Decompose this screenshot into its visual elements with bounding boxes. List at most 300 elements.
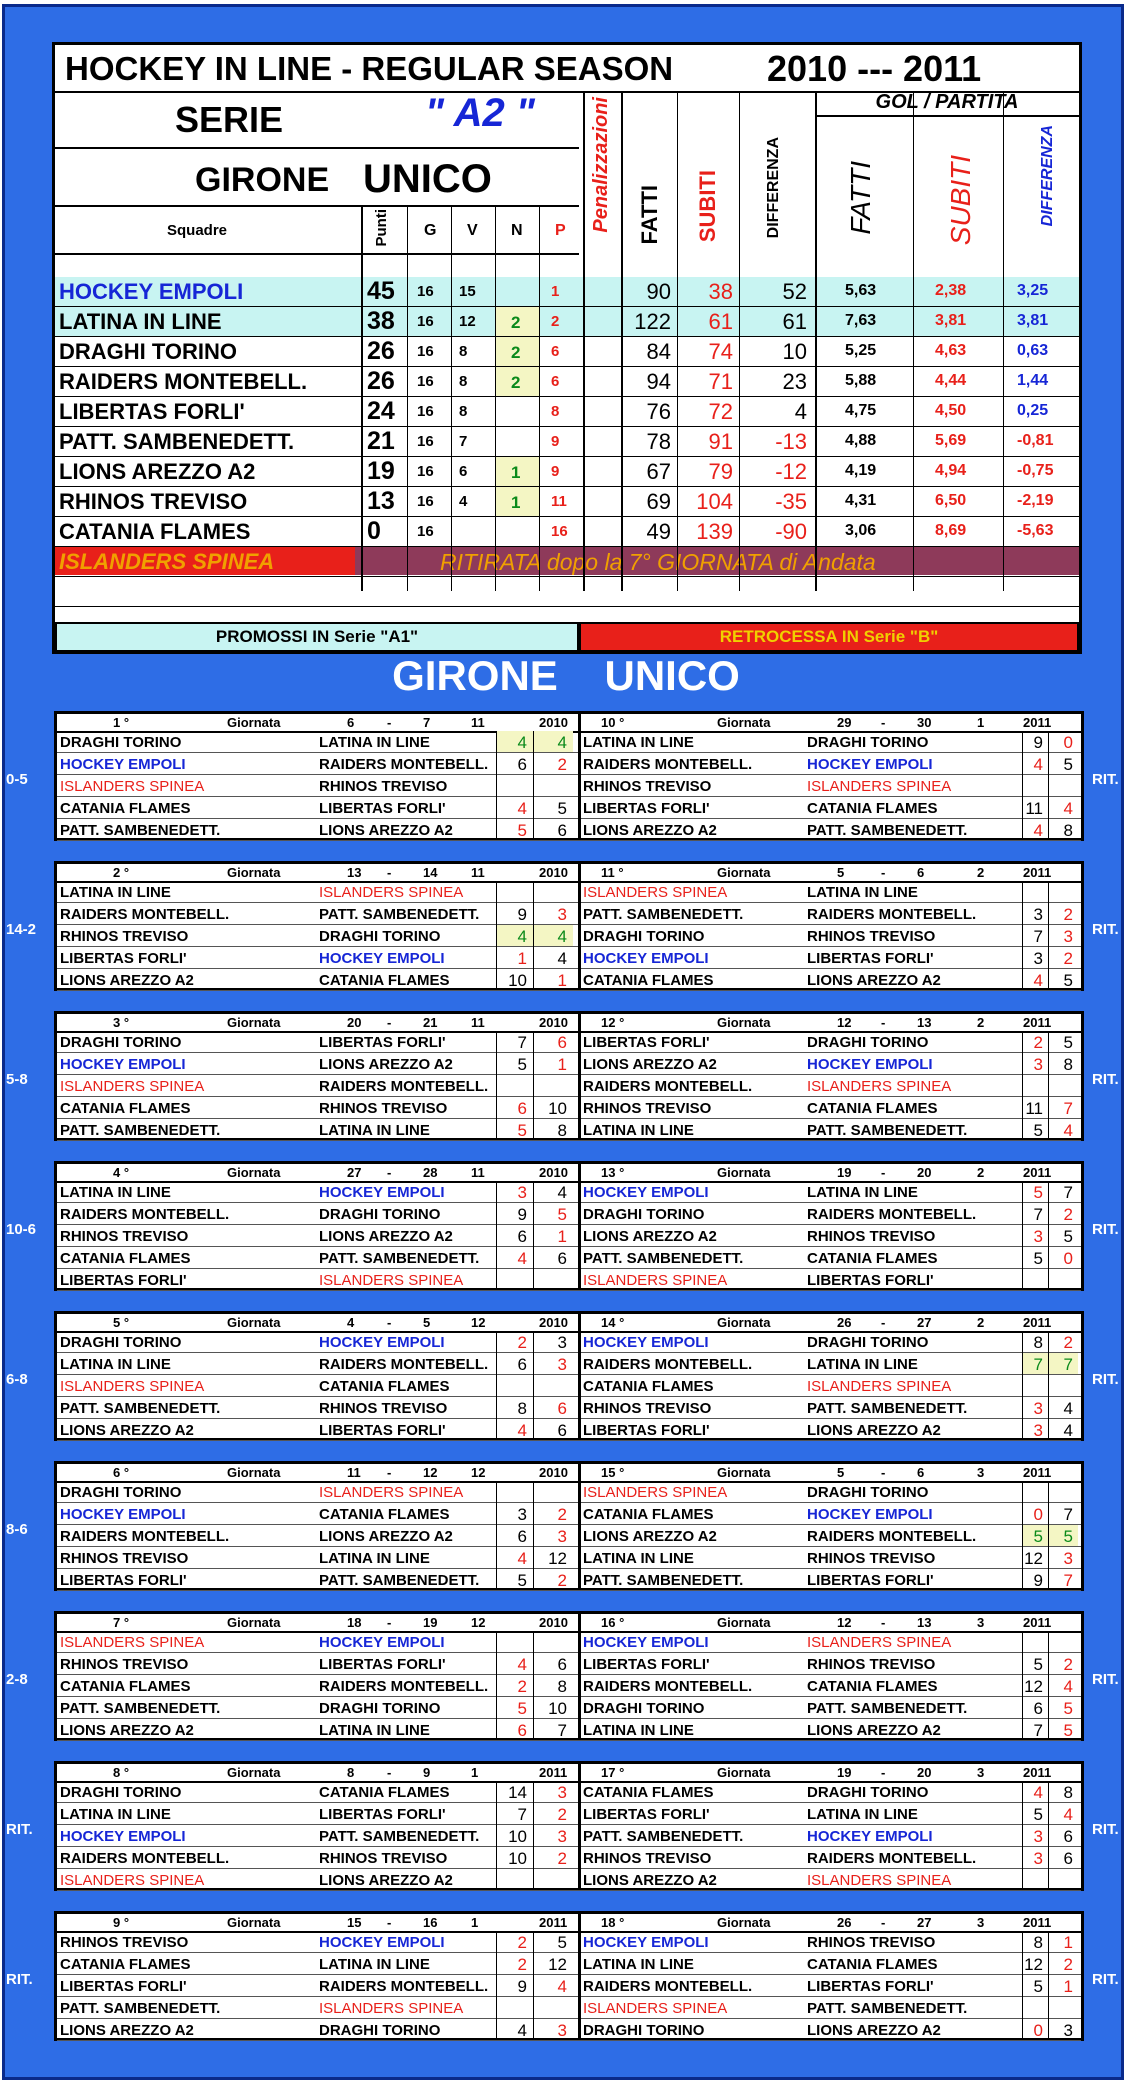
round-year: 2011 [1023, 1765, 1052, 1780]
grid-line [1022, 1631, 1023, 1738]
away-score: 1 [1063, 1977, 1073, 1996]
home-team: LIONS AREZZO A2 [583, 1228, 717, 1245]
game-row [57, 1269, 1081, 1291]
away-team: LIBERTAS FORLI' [807, 1572, 934, 1589]
away-team: LIONS AREZZO A2 [319, 1056, 453, 1073]
home-score: 7 [517, 1805, 527, 1824]
giornata-block [54, 1161, 1084, 1291]
home-team: DRAGHI TORINO [60, 1484, 182, 1501]
game-row [57, 1719, 1081, 1741]
away-team: CATANIA FLAMES [807, 1100, 938, 1117]
side-label-left: RIT. [6, 1971, 33, 1988]
team-goals-for: 90 [646, 279, 671, 304]
team-name: PATT. SAMBENEDETT. [59, 429, 295, 454]
round-day2: 7 [423, 715, 431, 730]
team-played: 16 [417, 493, 434, 510]
team-goals-against: 61 [708, 309, 733, 334]
withdrawn-note: RITIRATA dopo la 7° GIORNATA di Andata [440, 549, 876, 575]
away-team: HOCKEY EMPOLI [807, 1056, 933, 1073]
game-row [57, 1097, 1081, 1119]
team-avg-diff: 3,25 [1017, 282, 1049, 299]
round-day1: 12 [837, 1615, 852, 1630]
team-goals-for: 67 [646, 459, 671, 484]
team-goal-diff: -35 [775, 489, 807, 514]
team-goals-against: 91 [708, 429, 733, 454]
side-label-right: RIT. [1092, 771, 1119, 788]
away-team: CATANIA FLAMES [319, 1378, 450, 1395]
col-fatti: FATTI [637, 185, 662, 245]
round-day1: 12 [837, 1015, 852, 1030]
away-score: 2 [1063, 1205, 1073, 1224]
away-team: RHINOS TREVISO [319, 1850, 448, 1867]
home-team: HOCKEY EMPOLI [60, 1828, 186, 1845]
team-goals-for: 69 [646, 489, 671, 514]
team-avg-against: 6,50 [935, 492, 967, 509]
home-score: 4 [517, 927, 527, 946]
game-row [57, 1481, 1081, 1503]
team-lost: 1 [551, 283, 560, 300]
grid-line [495, 207, 496, 591]
round-day2: 27 [917, 1315, 932, 1330]
home-team: HOCKEY EMPOLI [583, 950, 709, 967]
away-team: DRAGHI TORINO [319, 1700, 441, 1717]
home-score: 7 [1033, 1205, 1043, 1224]
withdrawn-team: ISLANDERS SPINEA [59, 549, 275, 574]
away-score: 2 [1063, 949, 1073, 968]
round-day1: 20 [347, 1015, 362, 1030]
game-row [57, 1781, 1081, 1803]
home-score: 12 [1024, 1549, 1043, 1568]
away-score: 5 [557, 799, 567, 818]
away-score: 7 [1063, 1099, 1073, 1118]
team-won: 4 [459, 493, 468, 510]
away-score: 4 [1063, 1121, 1073, 1140]
giornata-block [54, 1311, 1084, 1441]
away-team: LIONS AREZZO A2 [319, 1872, 453, 1889]
round-number: 16 ° [601, 1615, 625, 1630]
round-day2: 28 [423, 1165, 438, 1180]
away-score: 4 [557, 927, 567, 946]
team-avg-for: 4,88 [845, 432, 877, 449]
away-team: PATT. SAMBENEDETT. [807, 1400, 968, 1417]
away-team: DRAGHI TORINO [319, 1206, 441, 1223]
round-number: 18 ° [601, 1915, 625, 1930]
away-score: 6 [1063, 1827, 1073, 1846]
away-team: RHINOS TREVISO [319, 1100, 448, 1117]
grid-line [533, 1181, 534, 1288]
team-points: 13 [367, 487, 395, 515]
home-team: PATT. SAMBENEDETT. [60, 2000, 221, 2017]
away-score: 8 [1063, 1783, 1073, 1802]
team-won: 8 [459, 343, 468, 360]
grid-line [578, 864, 581, 988]
round-day2: 16 [423, 1915, 438, 1930]
grid-line [451, 207, 452, 591]
team-goals-against: 38 [708, 279, 733, 304]
withdrawn-row [55, 547, 1079, 577]
away-score: 1 [557, 1227, 567, 1246]
round-month: 2 [977, 1315, 985, 1330]
page-title: HOCKEY IN LINE - REGULAR SEASON [65, 50, 674, 87]
team-lost: 2 [551, 313, 560, 330]
away-score: 0 [1063, 1249, 1073, 1268]
team-won: 12 [459, 313, 476, 330]
away-score: 2 [557, 1571, 567, 1590]
home-team: CATANIA FLAMES [583, 972, 714, 989]
away-team: LIONS AREZZO A2 [807, 1722, 941, 1739]
relegated-label: RETROCESSA IN Serie "B" [719, 627, 939, 646]
home-team: RAIDERS MONTEBELL. [583, 1078, 753, 1095]
team-lost: 9 [551, 463, 560, 480]
home-team: LATINA IN LINE [583, 1122, 694, 1139]
giornata-block [54, 1461, 1084, 1591]
round-month: 1 [471, 1765, 479, 1780]
home-team: PATT. SAMBENEDETT. [60, 1122, 221, 1139]
home-team: DRAGHI TORINO [60, 734, 182, 751]
away-team: PATT. SAMBENEDETT. [319, 1828, 480, 1845]
team-goal-diff: 23 [782, 369, 807, 394]
side-label-left: 5-8 [6, 1071, 28, 1088]
grid-line [578, 1914, 581, 2038]
game-row [57, 925, 1081, 947]
game-row [57, 1375, 1081, 1397]
away-score: 5 [557, 1205, 567, 1224]
giornata-label: Giornata [717, 1165, 771, 1180]
grid-line [496, 1331, 497, 1438]
team-avg-for: 5,88 [845, 372, 877, 389]
team-avg-against: 4,44 [935, 372, 967, 389]
team-avg-diff: 0,25 [1017, 402, 1049, 419]
away-team: RHINOS TREVISO [807, 1656, 936, 1673]
home-score: 3 [1033, 1827, 1043, 1846]
round-day2: 13 [917, 1015, 932, 1030]
grid-line [533, 1631, 534, 1738]
round-dash: - [387, 1315, 392, 1330]
giornata-block [54, 1611, 1084, 1741]
away-team: PATT. SAMBENEDETT. [807, 1700, 968, 1717]
away-team: LIONS AREZZO A2 [319, 1528, 453, 1545]
giornata-label: Giornata [717, 1315, 771, 1330]
standings-row [55, 397, 1079, 427]
home-score: 3 [1033, 949, 1043, 968]
round-number: 7 ° [113, 1615, 130, 1630]
away-score: 10 [548, 1099, 567, 1118]
grid-line [496, 731, 497, 838]
away-score: 6 [557, 821, 567, 840]
side-label-right: RIT. [1092, 1971, 1119, 1988]
team-avg-against: 5,69 [935, 432, 967, 449]
away-score: 7 [1063, 1505, 1073, 1524]
grid-line [1022, 1481, 1023, 1588]
away-team: ISLANDERS SPINEA [319, 884, 464, 901]
home-score: 7 [517, 1033, 527, 1052]
team-drawn: 1 [511, 463, 521, 482]
home-score: 4 [517, 1655, 527, 1674]
team-avg-for: 4,19 [845, 462, 877, 479]
girone-header [55, 149, 579, 207]
away-team: HOCKEY EMPOLI [319, 1934, 445, 1951]
away-score: 8 [1063, 821, 1073, 840]
away-score: 3 [557, 1527, 567, 1546]
home-team: RAIDERS MONTEBELL. [60, 1528, 230, 1545]
side-label-right: RIT. [1092, 921, 1119, 938]
round-day2: 12 [423, 1465, 438, 1480]
game-row [57, 881, 1081, 903]
home-team: LIONS AREZZO A2 [583, 822, 717, 839]
team-goals-against: 72 [708, 399, 733, 424]
side-label-right: RIT. [1092, 1221, 1119, 1238]
grid-line [533, 1331, 534, 1438]
col-n: N [511, 222, 523, 239]
away-team: ISLANDERS SPINEA [807, 1872, 952, 1889]
home-team: LIONS AREZZO A2 [60, 2022, 194, 2039]
team-name: RHINOS TREVISO [59, 489, 248, 514]
away-team: RHINOS TREVISO [319, 1400, 448, 1417]
round-day2: 14 [423, 865, 438, 880]
game-row [57, 1847, 1081, 1869]
away-team: HOCKEY EMPOLI [807, 1828, 933, 1845]
home-team: RHINOS TREVISO [60, 1228, 189, 1245]
round-dash: - [881, 1915, 886, 1930]
round-year: 2011 [1023, 1015, 1052, 1030]
round-month: 11 [471, 1015, 485, 1030]
round-day2: 20 [917, 1165, 932, 1180]
home-team: CATANIA FLAMES [583, 1506, 714, 1523]
game-row [57, 1569, 1081, 1591]
home-score: 4 [1033, 821, 1043, 840]
home-score: 9 [1033, 1571, 1043, 1590]
grid-line [496, 1481, 497, 1588]
home-score: 3 [517, 1505, 527, 1524]
giornata-label: Giornata [717, 1765, 771, 1780]
home-team: CATANIA FLAMES [60, 1100, 191, 1117]
home-team: PATT. SAMBENEDETT. [60, 822, 221, 839]
away-team: CATANIA FLAMES [319, 972, 450, 989]
round-day1: 19 [837, 1765, 852, 1780]
grid-line [578, 1464, 581, 1588]
round-day2: 6 [917, 865, 925, 880]
away-team: HOCKEY EMPOLI [319, 950, 445, 967]
away-score: 5 [1063, 1527, 1073, 1546]
home-team: RAIDERS MONTEBELL. [60, 906, 230, 923]
away-score: 2 [1063, 905, 1073, 924]
away-team: HOCKEY EMPOLI [807, 756, 933, 773]
grid-line [533, 1031, 534, 1138]
team-avg-against: 2,38 [935, 282, 967, 299]
away-team: RAIDERS MONTEBELL. [319, 1078, 489, 1095]
grid-line [677, 91, 678, 591]
home-score: 5 [1033, 1655, 1043, 1674]
grid-line [407, 207, 408, 591]
game-row [57, 1031, 1081, 1053]
round-day2: 6 [917, 1465, 925, 1480]
giornata-label: Giornata [717, 715, 771, 730]
away-score: 5 [1063, 971, 1073, 990]
home-team: HOCKEY EMPOLI [60, 1506, 186, 1523]
home-score: 3 [1033, 1227, 1043, 1246]
round-number: 3 ° [113, 1015, 130, 1030]
away-team: CATANIA FLAMES [319, 1784, 450, 1801]
home-team: RAIDERS MONTEBELL. [583, 756, 753, 773]
home-team: LIONS AREZZO A2 [60, 972, 194, 989]
away-score: 5 [1063, 1721, 1073, 1740]
game-row [57, 969, 1081, 991]
away-team: RAIDERS MONTEBELL. [319, 1978, 489, 1995]
game-row [57, 1697, 1081, 1719]
round-dash: - [881, 1315, 886, 1330]
home-score: 0 [1033, 1505, 1043, 1524]
game-row [57, 1675, 1081, 1697]
giornata-block [54, 861, 1084, 991]
team-drawn: 2 [511, 313, 521, 332]
round-day1: 29 [837, 715, 852, 730]
home-team: HOCKEY EMPOLI [60, 1056, 186, 1073]
round-day1: 18 [347, 1615, 362, 1630]
away-team: CATANIA FLAMES [807, 1250, 938, 1267]
grid-line [496, 1931, 497, 2038]
home-score: 2 [517, 1933, 527, 1952]
team-avg-for: 5,63 [845, 282, 877, 299]
team-played: 16 [417, 373, 434, 390]
team-won: 8 [459, 403, 468, 420]
team-avg-for: 5,25 [845, 342, 877, 359]
away-score: 3 [557, 1783, 567, 1802]
home-team: RHINOS TREVISO [583, 1850, 712, 1867]
away-team: PATT. SAMBENEDETT. [319, 1572, 480, 1589]
game-row [57, 1825, 1081, 1847]
home-score: 7 [1033, 927, 1043, 946]
away-score: 1 [1063, 1933, 1073, 1952]
grid-line [578, 1314, 581, 1438]
home-score: 4 [1033, 971, 1043, 990]
away-team: LIBERTAS FORLI' [807, 1978, 934, 1995]
grid-line [1048, 881, 1049, 988]
home-team: LATINA IN LINE [60, 884, 171, 901]
team-avg-diff: -0,75 [1017, 462, 1054, 479]
away-score: 6 [557, 1399, 567, 1418]
away-score: 2 [557, 755, 567, 774]
standings-row [55, 367, 1079, 397]
team-goals-for: 49 [646, 519, 671, 544]
home-score: 4 [1033, 755, 1043, 774]
side-label-right: RIT. [1092, 1371, 1119, 1388]
giornata-block [54, 1911, 1084, 2041]
home-team: LIONS AREZZO A2 [583, 1056, 717, 1073]
away-score: 4 [1063, 1677, 1073, 1696]
round-number: 1 ° [113, 715, 130, 730]
home-score: 5 [517, 1055, 527, 1074]
team-played: 16 [417, 343, 434, 360]
giornata-label: Giornata [227, 1765, 281, 1780]
game-row [57, 1353, 1081, 1375]
home-score: 8 [1033, 1333, 1043, 1352]
grid-line [1022, 1181, 1023, 1288]
col-differenza: DIFFERENZA [765, 137, 782, 239]
col-punti: Punti [373, 209, 390, 247]
grid-line [1022, 1781, 1023, 1888]
round-month: 11 [471, 865, 485, 880]
giornata-label: Giornata [227, 715, 281, 730]
away-team: LATINA IN LINE [319, 734, 430, 751]
round-month: 3 [977, 1915, 985, 1930]
away-score: 2 [557, 1849, 567, 1868]
home-team: RAIDERS MONTEBELL. [60, 1850, 230, 1867]
team-played: 16 [417, 283, 434, 300]
grid-line [496, 1631, 497, 1738]
team-name: LATINA IN LINE [59, 309, 222, 334]
game-row [57, 1247, 1081, 1269]
season-label: 2010 --- 2011 [767, 48, 982, 89]
game-row [57, 1525, 1081, 1547]
round-day2: 5 [423, 1315, 431, 1330]
home-score: 4 [517, 733, 527, 752]
home-team: ISLANDERS SPINEA [60, 1078, 205, 1095]
game-row [57, 2019, 1081, 2041]
grid-line [1048, 731, 1049, 838]
team-avg-against: 4,50 [935, 402, 967, 419]
home-score: 3 [1033, 1399, 1043, 1418]
away-score: 6 [1063, 1849, 1073, 1868]
game-row [57, 1547, 1081, 1569]
away-team: LATINA IN LINE [807, 1184, 918, 1201]
team-points: 0 [367, 517, 381, 545]
home-score: 5 [1033, 1527, 1043, 1546]
team-won: 7 [459, 433, 468, 450]
home-team: HOCKEY EMPOLI [583, 1634, 709, 1651]
home-team: PATT. SAMBENEDETT. [583, 1828, 744, 1845]
home-score: 6 [517, 1099, 527, 1118]
home-team: RHINOS TREVISO [60, 1934, 189, 1951]
round-year: 2011 [1023, 1465, 1052, 1480]
away-score: 4 [557, 1977, 567, 1996]
round-day2: 20 [917, 1765, 932, 1780]
round-month: 11 [471, 715, 485, 730]
team-goals-against: 139 [696, 519, 733, 544]
standings-row [55, 427, 1079, 457]
home-team: RHINOS TREVISO [583, 1400, 712, 1417]
away-team: RHINOS TREVISO [807, 1228, 936, 1245]
away-team: PATT. SAMBENEDETT. [319, 906, 480, 923]
game-row [57, 1869, 1081, 1891]
team-avg-against: 3,81 [935, 312, 967, 329]
away-score: 2 [1063, 1333, 1073, 1352]
game-row [57, 1397, 1081, 1419]
round-number: 14 ° [601, 1315, 625, 1330]
team-name: RAIDERS MONTEBELL. [59, 369, 308, 394]
serie-header [55, 91, 579, 149]
home-score: 5 [1033, 1183, 1043, 1202]
home-team: LIBERTAS FORLI' [583, 1656, 710, 1673]
home-score: 3 [1033, 905, 1043, 924]
giornata-label: Giornata [717, 1615, 771, 1630]
home-team: LIBERTAS FORLI' [583, 1806, 710, 1823]
empty-row [55, 577, 1079, 607]
home-team: HOCKEY EMPOLI [583, 1184, 709, 1201]
home-score: 6 [517, 1527, 527, 1546]
home-team: PATT. SAMBENEDETT. [583, 1250, 744, 1267]
standings-row [55, 457, 1079, 487]
away-team: LIONS AREZZO A2 [807, 1422, 941, 1439]
round-year: 2011 [539, 1915, 568, 1930]
home-score: 9 [517, 1977, 527, 1996]
away-team: RAIDERS MONTEBELL. [807, 1528, 977, 1545]
home-score: 6 [517, 1721, 527, 1740]
giornata-label: Giornata [227, 1015, 281, 1030]
home-team: DRAGHI TORINO [583, 928, 705, 945]
grid-line [1022, 1331, 1023, 1438]
away-score: 6 [557, 1421, 567, 1440]
round-year: 2011 [1023, 715, 1052, 730]
